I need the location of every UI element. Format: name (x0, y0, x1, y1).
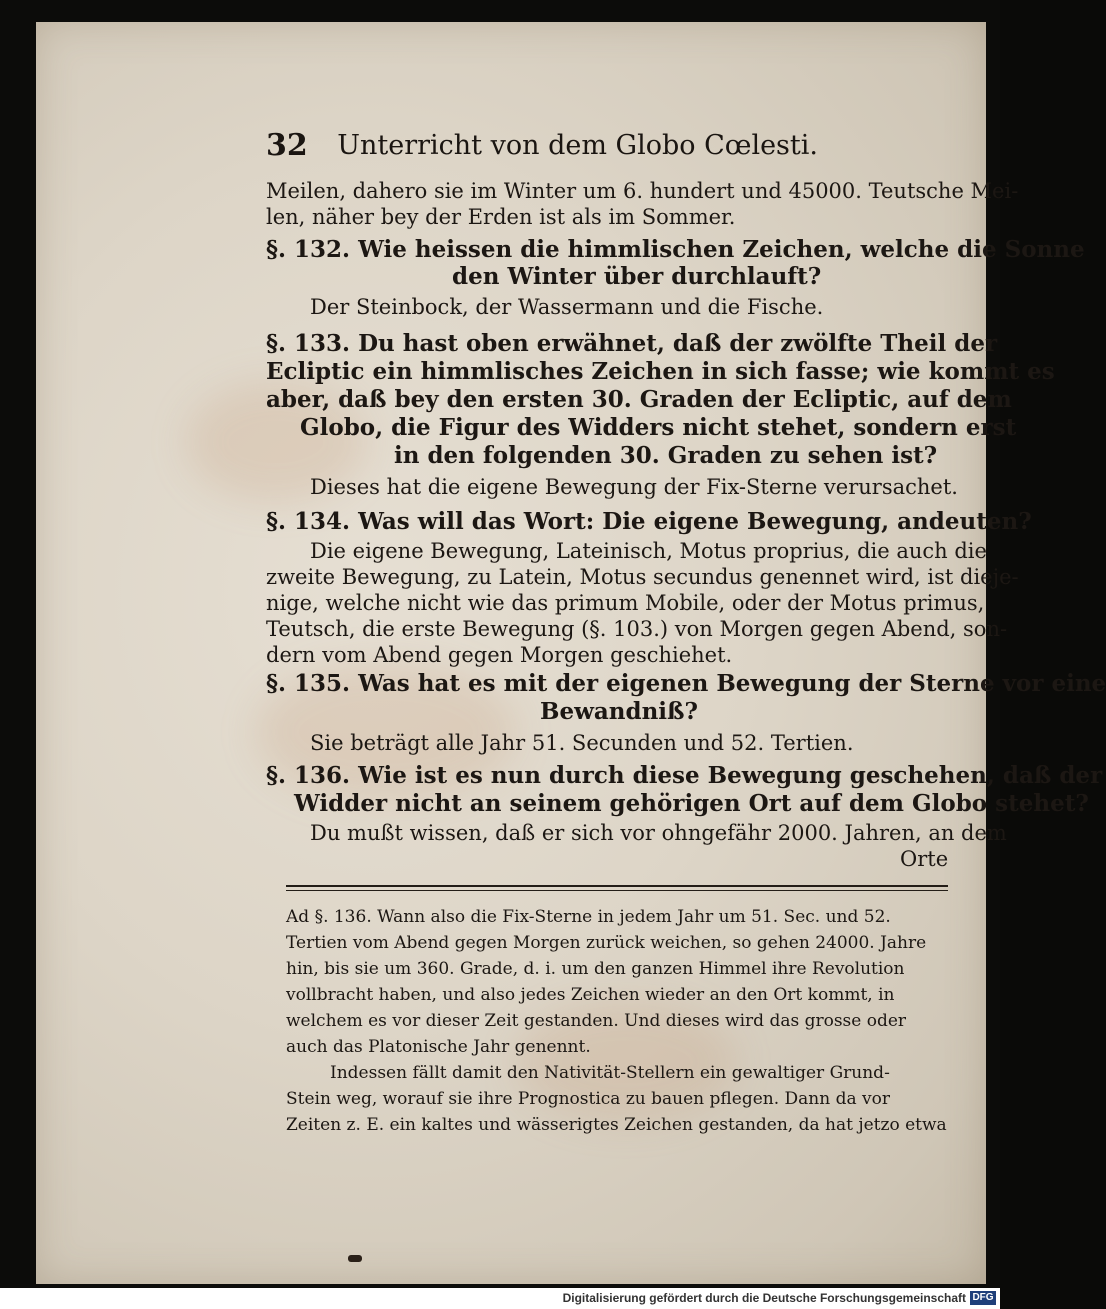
running-head: Unterricht von dem Globo Cœlesti. (337, 130, 818, 161)
question-line: Bewandniß? (540, 698, 698, 725)
footnote-line: hin, bis sie um 360. Grade, d. i. um den ganzen Himmel ihre Revolution (286, 959, 905, 979)
footnote-line: Indessen fällt damit den Nativität-Stellern ein gewaltiger Grund- (330, 1063, 890, 1083)
answer-line: zweite Bewegung, zu Latein, Motus secundus genennet wird, ist dieje- (266, 565, 1019, 589)
answer-line: Dieses hat die eigene Bewegung der Fix-Sterne verursachet. (310, 475, 958, 499)
question-line: §. 133. Du hast oben erwähnet, daß der zwölfte Theil der (266, 330, 998, 357)
question-line: §. 132. Wie heissen die himmlischen Zeichen, welche die Sonne (266, 236, 1085, 263)
footnote-line: Ad §. 136. Wann also die Fix-Sterne in jedem Jahr um 51. Sec. und 52. (286, 907, 891, 927)
footnote-line: welchem es vor dieser Zeit gestanden. Und dieses wird das grosse oder (286, 1011, 907, 1031)
ink-mark (348, 1255, 362, 1262)
question-line: aber, daß bey den ersten 30. Graden der Ecliptic, auf dem (266, 386, 1012, 413)
question-line: den Winter über durchlauft? (452, 263, 822, 290)
page-header (266, 128, 818, 168)
answer-line: Sie beträgt alle Jahr 51. Secunden und 52. Tertien. (310, 731, 854, 755)
funding-credit: Digitalisierung gefördert durch die Deutsche Forschungsgemeinschaft (562, 1291, 966, 1305)
body-line: len, näher bey der Erden ist als im Sommer. (266, 205, 736, 229)
answer-line: Die eigene Bewegung, Lateinisch, Motus proprius, die auch die (310, 539, 987, 563)
footnote-rule (286, 885, 948, 887)
question-line: §. 136. Wie ist es nun durch diese Bewegung geschehen, daß der (266, 762, 1103, 789)
body-line: Meilen, dahero sie im Winter um 6. hundert und 45000. Teutsche Mei- (266, 179, 1019, 203)
catchword: Orte (900, 847, 949, 871)
answer-line: Der Steinbock, der Wassermann und die Fische. (310, 295, 824, 319)
digitization-footer (0, 1288, 1000, 1309)
page-number: 32 (266, 128, 308, 163)
question-line: Ecliptic ein himmlisches Zeichen in sich fasse; wie kommt es (266, 358, 1055, 385)
answer-line: dern vom Abend gegen Morgen geschiehet. (266, 643, 733, 667)
footnote-line: Zeiten z. E. ein kaltes und wässerigtes Zeichen gestanden, da hat jetzo etwa (286, 1115, 947, 1135)
question-line: §. 134. Was will das Wort: Die eigene Bewegung, andeuten? (266, 508, 1032, 535)
question-line: in den folgenden 30. Graden zu sehen ist? (394, 442, 938, 469)
answer-line: Teutsch, die erste Bewegung (§. 103.) von Morgen gegen Abend, son- (266, 617, 1008, 641)
footnote-line: Tertien vom Abend gegen Morgen zurück weichen, so gehen 24000. Jahre (286, 933, 927, 953)
answer-line: nige, welche nicht wie das primum Mobile, oder der Motus primus, (266, 591, 985, 615)
footnote-line: auch das Platonische Jahr genennt. (286, 1037, 591, 1057)
answer-line: Du mußt wissen, daß er sich vor ohngefähr 2000. Jahren, an dem (310, 821, 1007, 845)
question-line: Widder nicht an seinem gehörigen Ort auf dem Globo stehet? (294, 790, 1089, 817)
question-line: §. 135. Was hat es mit der eigenen Bewegung der Sterne vor eine (266, 670, 1106, 697)
footnote-line: vollbracht haben, und also jedes Zeichen wieder an den Ort kommt, in (286, 985, 895, 1005)
question-line: Globo, die Figur des Widders nicht stehet, sondern erst (300, 414, 1017, 441)
footnote-rule-thin (286, 890, 948, 891)
dfg-logo-icon: DFG (970, 1291, 996, 1305)
footnote-line: Stein weg, worauf sie ihre Prognostica zu bauen pflegen. Dann da vor (286, 1089, 890, 1109)
